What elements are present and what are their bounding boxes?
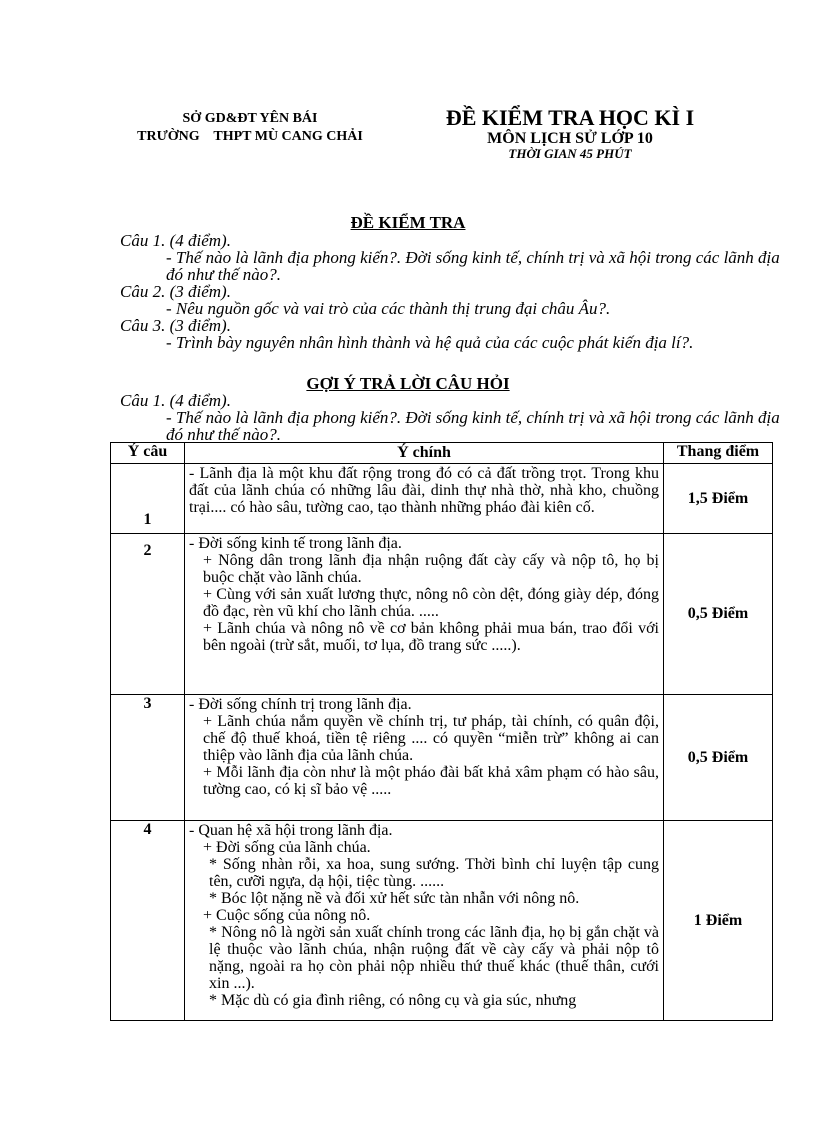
q1-text: - Thế nào là lãnh địa phong kiến?. Đời sống kinh tế, chính trị và xã hội trong các lãnh địa đó như thế nào?. [166, 248, 780, 284]
row-number: 2 [111, 534, 185, 695]
content-line: - Lãnh địa là một khu đất rộng trong đó có cả đất trồng trọt. Trong khu đất của lãnh chúa có những lâu đài, dinh thự nhà thờ, nhà kho, chuồng trại.... có hào sâu, tường cao, tạo thành những pháo đài kiên cố. [189, 465, 659, 516]
content-line: * Mặc dù có gia đình riêng, có nông cụ và gia súc, nhưng [209, 992, 577, 1009]
answer-q1-text: - Thế nào là lãnh địa phong kiến?. Đời sống kinh tế, chính trị và xã hội trong các lãnh địa đó như thế nào?. [166, 408, 780, 444]
row-number: 4 [111, 821, 185, 1021]
content-line: * Nông nô là ngời sản xuất chính trong các lãnh địa, họ bị gắn chặt và lệ thuộc vào lãnh chúa, nhận ruộng đất về cày cấy và phải nộp tô nặng, ngoài ra họ còn phải nộp nhiều thứ thuế khác (thuế thân, cưới xin ...). [209, 924, 659, 992]
answers-intro [120, 392, 780, 443]
row-content [185, 464, 664, 534]
q3-text: - Trình bày nguyên nhân hình thành và hệ quả của các cuộc phát kiến địa lí?. [166, 333, 694, 352]
q3-label: Câu 3. (3 điểm). [120, 316, 231, 335]
row-content [185, 695, 664, 821]
department-name: SỞ GD&ĐT YÊN BÁI [182, 111, 318, 126]
content-line: * Sống nhàn rỗi, xa hoa, sung sướng. Thời bình chỉ luyện tập cung tên, cưỡi ngựa, dạ hội, tiệc tùng. ...... [209, 856, 659, 890]
content-line: + Mỗi lãnh địa còn như là một pháo đài bất khả xâm phạm có hào sâu, tường cao, có kị sĩ bảo vệ ..... [203, 764, 659, 798]
school-name: TRƯỜNG THPT MÙ CANG CHẢI [137, 129, 363, 144]
content-line: + Cùng với sản xuất lương thực, nông nô còn dệt, đóng giày dép, đóng đồ đạc, rèn vũ khí cho lãnh chúa. ..... [203, 586, 659, 620]
row-score: 0,5 Điểm [664, 534, 773, 695]
header-cell: Ý câu [111, 443, 185, 464]
header-cell: Ý chính [185, 443, 664, 464]
content-line: + Cuộc sống của nông nô. [203, 907, 371, 924]
table-row [111, 695, 773, 821]
exam-questions [120, 232, 780, 351]
q1-label: Câu 1. (4 điểm). [120, 231, 231, 250]
q2-label: Câu 2. (3 điểm). [120, 282, 231, 301]
table-row [111, 821, 773, 1021]
exam-heading: ĐỀ KIỂM TRA [350, 213, 466, 232]
header-cell: Thang điểm [664, 443, 773, 464]
row-number: 1 [111, 464, 185, 534]
row-number: 3 [111, 695, 185, 821]
q2-text: - Nêu nguồn gốc và vai trò của các thành thị trung đại châu Âu?. [166, 299, 611, 318]
content-line: + Lãnh chúa và nông nô về cơ bản không phải mua bán, trao đổi với bên ngoài (trừ sắt, muối, tơ lụa, đồ trang sức .....). [203, 620, 659, 654]
answer-table [110, 442, 773, 1021]
content-line: + Nông dân trong lãnh địa nhận ruộng đất cày cấy và nộp tô, họ bị buộc chặt vào lãnh chúa. [203, 552, 659, 586]
content-line: - Đời sống chính trị trong lãnh địa. [189, 696, 412, 713]
row-score: 1,5 Điểm [664, 464, 773, 534]
row-content [185, 821, 664, 1021]
exam-title: ĐỀ KIỂM TRA HỌC KÌ I [445, 105, 695, 130]
exam-header [400, 106, 740, 161]
answer-q1-label: Câu 1. (4 điểm). [120, 391, 231, 410]
row-content [185, 534, 664, 695]
school-header [120, 110, 380, 146]
content-line: + Lãnh chúa nắm quyền về chính trị, tư pháp, tài chính, có quân đội, chế độ thuế khoá, tiền tệ riêng .... có quyền “miễn trừ” không ai can thiệp vào lãnh địa của lãnh chúa. [203, 713, 659, 764]
exam-subject: MÔN LỊCH SỬ LỚP 10 [487, 130, 653, 147]
table-row [111, 534, 773, 695]
content-line: - Quan hệ xã hội trong lãnh địa. [189, 822, 393, 839]
row-score: 0,5 Điểm [664, 695, 773, 821]
content-line: - Đời sống kinh tế trong lãnh địa. [189, 535, 402, 552]
content-line: * Bóc lột nặng nề và đối xử hết sức tàn nhẫn với nông nô. [209, 890, 580, 907]
exam-time: THỜI GIAN 45 PHÚT [508, 146, 632, 161]
table-row [111, 464, 773, 534]
row-score: 1 Điểm [664, 821, 773, 1021]
answers-heading: GỢI Ý TRẢ LỜI CÂU HỎI [306, 374, 510, 393]
content-line: + Đời sống của lãnh chúa. [203, 839, 371, 856]
table-header-row [111, 443, 773, 464]
